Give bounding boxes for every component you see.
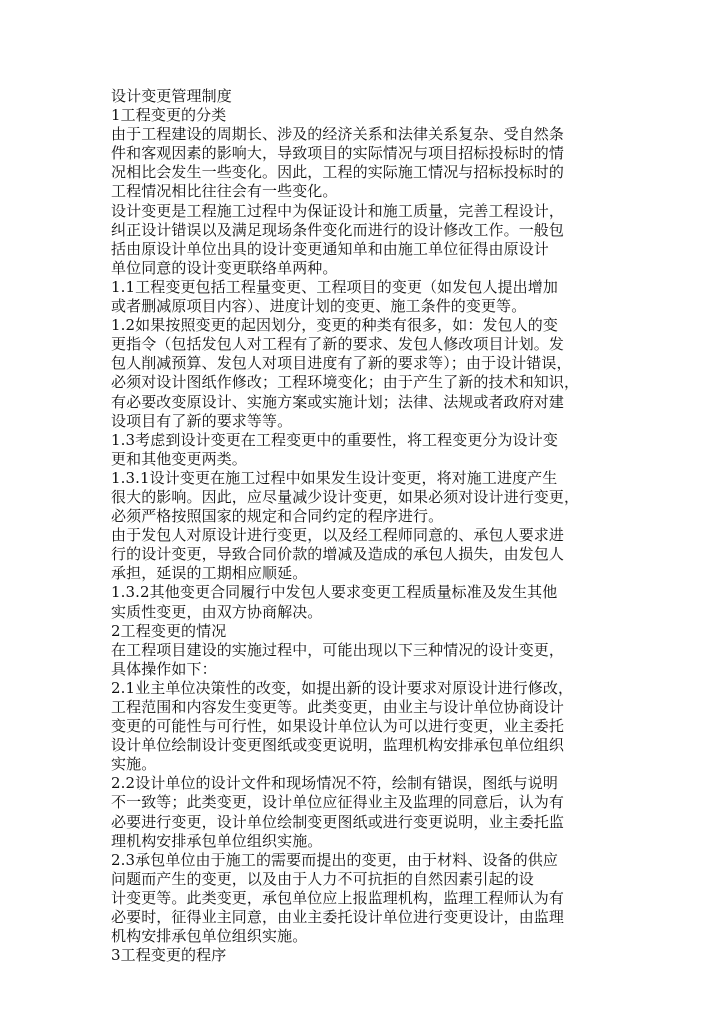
text-line: 更和其他变更两类。 [111, 449, 247, 468]
text-line: 况相比会发生一些变化。因此，工程的实际施工情况与招标投标时的 [111, 163, 565, 182]
text-line: 实施。 [111, 755, 157, 774]
text-line: 设计单位绘制设计变更图纸或变更说明，监理机构安排承包单位组织 [111, 736, 565, 755]
section-heading: 1工程变更的分类 [111, 106, 227, 125]
text-line: 1.3.1设计变更在施工过程中如果发生设计变更，将对施工进度产生 [111, 468, 558, 487]
text-line: 由于工程建设的周期长、涉及的经济关系和法律关系复杂、受自然条 [111, 125, 565, 144]
text-line: 机构安排承包单位组织实施。 [111, 927, 308, 946]
text-line: 2.1业主单位决策性的改变，如提出新的设计要求对原设计进行修改， [111, 678, 574, 697]
text-line: 1.3考虑到设计变更在工程变更中的重要性，将工程变更分为设计变 [111, 430, 558, 449]
text-line: 2.3承包单位由于施工的需要而提出的变更，由于材料、设备的供应 [111, 850, 558, 869]
text-line: 或者删减原项目内容）、进度计划的变更、施工条件的变更等。 [111, 297, 527, 316]
text-line: 1.3.2其他变更合同履行中发包人要求变更工程质量标准及发生其他 [111, 583, 558, 602]
text-line: 在工程项目建设的实施过程中，可能出现以下三种情况的设计变更， [111, 640, 565, 659]
text-line: 更指令（包括发包人对工程有了新的要求、发包人修改项目计划。发 [111, 335, 565, 354]
section-heading: 3工程变更的程序 [111, 946, 227, 965]
text-line: 理机构安排承包单位组织实施。 [111, 831, 323, 850]
text-line: 必要进行变更，设计单位绘制变更图纸或进行变更说明，业主委托监 [111, 812, 565, 831]
text-line: 设项目有了新的要求等等。 [111, 411, 293, 430]
text-line: 很大的影响。因此，应尽量减少设计变更，如果必须对设计进行变更， [111, 487, 580, 506]
text-line: 1.1工程变更包括工程量变更、工程项目的变更（如发包人提出增加 [111, 277, 558, 296]
text-line: 计变更等。此类变更，承包单位应上报监理机构，监理工程师认为有 [111, 888, 565, 907]
text-line: 由于发包人对原设计进行变更，以及经工程师同意的、承包人要求进 [111, 526, 565, 545]
text-line: 必须严格按照国家的规定和合同约定的程序进行。 [111, 507, 444, 526]
text-line: 件和客观因素的影响大，导致项目的实际情况与项目招标投标时的情 [111, 144, 565, 163]
text-line: 不一致等；此类变更，设计单位应征得业主及监理的同意后，认为有 [111, 793, 565, 812]
text-line: 括由原设计单位出具的设计变更通知单和由施工单位征得由原设计 [111, 239, 549, 258]
text-line: 1.2如果按照变更的起因划分，变更的种类有很多，如：发包人的变 [111, 316, 558, 335]
text-line: 工程情况相比往往会有一些变化。 [111, 182, 338, 201]
text-line: 具体操作如下： [111, 659, 217, 678]
text-line: 承担，延误的工期相应顺延。 [111, 564, 308, 583]
document-title: 设计变更管理制度 [111, 87, 232, 105]
document-body [111, 87, 616, 965]
text-line: 实质性变更，由双方协商解决。 [111, 602, 323, 621]
text-line: 2.2设计单位的设计文件和现场情况不符，绘制有错误，图纸与说明 [111, 774, 558, 793]
text-line: 包人削减预算、发包人对项目进度有了新的要求等）；由于设计错误， [111, 354, 572, 373]
text-line: 设计变更是工程施工过程中为保证设计和施工质量，完善工程设计， [111, 201, 565, 220]
text-line: 行的设计变更，导致合同价款的增减及造成的承包人损失，由发包人 [111, 545, 565, 564]
section-heading: 2工程变更的情况 [111, 621, 227, 640]
text-line: 必须对设计图纸作修改；工程环境变化；由于产生了新的技术和知识， [111, 373, 580, 392]
text-line: 单位同意的设计变更联络单两种。 [111, 258, 338, 277]
text-line: 必要时，征得业主同意，由业主委托设计单位进行变更设计，由监理 [111, 908, 565, 927]
text-line: 变更的可能性与可行性，如果设计单位认为可以进行变更，业主委托 [111, 717, 565, 736]
text-line: 工程范围和内容发生变更等。此类变更，由业主与设计单位协商设计 [111, 698, 565, 716]
text-line: 纠正设计错误以及满足现场条件变化而进行的设计修改工作。一般包 [111, 220, 565, 239]
text-line: 有必要改变原设计、实施方案或实施计划；法律、法规或者政府对建 [111, 392, 565, 411]
text-line: 问题而产生的变更，以及由于人力不可抗拒的自然因素引起的设 [111, 869, 534, 888]
